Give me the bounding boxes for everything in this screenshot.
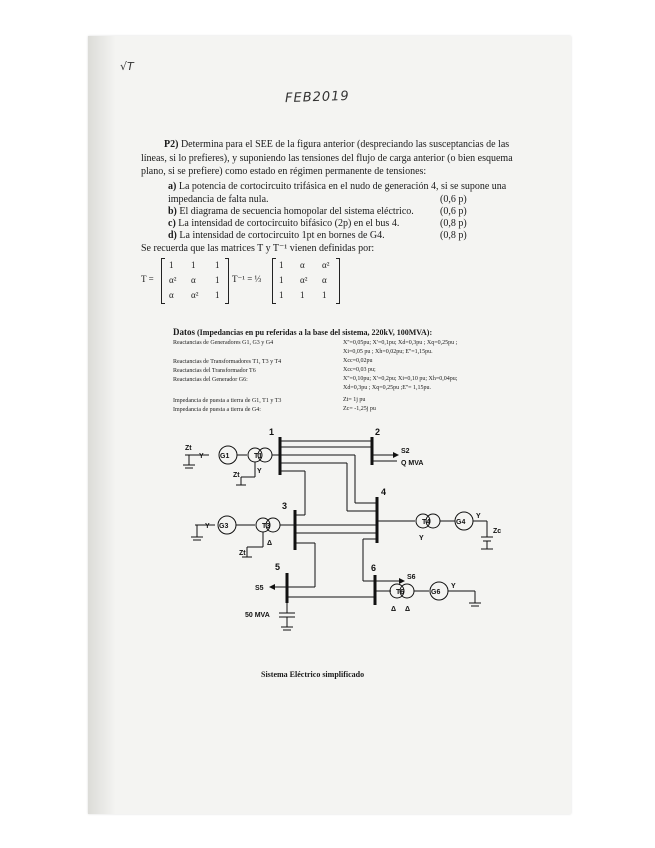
g3-y: Y	[205, 523, 210, 530]
item-a-points: (0,6 p)	[440, 194, 467, 205]
item-d: d) La intensidad de cortocircuito 1pt en bornes de G4.	[168, 230, 385, 241]
t3-delta: Δ	[267, 540, 273, 547]
matrix-T-label: T =	[141, 274, 154, 284]
page-fold-shadow	[88, 36, 116, 814]
datos-value: X''=0,05pu; X'=0,1pu; Xd=0,3pu ; Xq=0,25pu ;	[343, 340, 458, 346]
s6-label: S6	[407, 574, 416, 581]
Tinv-cell: α	[322, 275, 327, 285]
g3-label: G3	[219, 523, 229, 530]
datos-value: Zc= -1,25j pu	[343, 406, 376, 412]
datos-value: X''=0,10pu; X'=0,2pu; Xi=0,10 pu; Xh=0,04pu;	[343, 376, 458, 382]
s2-label: S2	[401, 448, 410, 455]
zt-label-g1: Zt	[185, 445, 192, 452]
problem-heading: P2)	[164, 139, 179, 150]
T-cell: α²	[169, 275, 177, 285]
t3-label: T3	[262, 523, 271, 530]
q-mva-label: Q MVA	[401, 460, 424, 467]
load-arrow-s6	[399, 578, 405, 584]
T-cell: 1	[191, 260, 196, 270]
datos-label: Impedancia de puesta a tierra de G4:	[173, 407, 261, 413]
zc-label: Zc	[493, 528, 502, 535]
item-b-points: (0,6 p)	[440, 206, 467, 217]
Tinv-cell: 1	[279, 260, 284, 270]
t6-label: T6	[396, 589, 405, 596]
Tinv-cell: 1	[322, 290, 327, 300]
bus-2-label: 2	[375, 427, 381, 437]
datos-label: Reactancias de Transformadores T1, T3 y T4	[173, 359, 282, 365]
T-cell: α	[169, 290, 174, 300]
item-a: a) La potencia de cortocircuito trifásica en el nudo de generación 4, si se supone una	[168, 181, 507, 192]
bus-4-label: 4	[381, 487, 387, 497]
page-corner-mark: √T	[120, 60, 134, 73]
g6-y: Y	[451, 583, 456, 590]
t4-y: Y	[419, 535, 424, 542]
matrix-Tinv	[232, 258, 342, 304]
zt-label-t1: Zt	[233, 472, 240, 479]
datos-label: Impedancia de puesta a tierra de G1, T1 y T3	[173, 398, 282, 404]
problem-intro-line-1: Determina para el SEE de la figura anterior (despreciando las susceptancias de las	[180, 139, 510, 150]
bus-5-label: 5	[275, 562, 281, 572]
T-cell: 1	[169, 260, 174, 270]
T-cell: α	[191, 275, 196, 285]
item-b: b) El diagrama de secuencia homopolar del sistema eléctrico.	[168, 206, 414, 217]
item-c-points: (0,8 p)	[440, 218, 467, 229]
Tinv-cell: 1	[300, 290, 305, 300]
matrix-Tinv-label: T⁻¹ = ⅓	[232, 274, 262, 284]
Tinv-cell: α²	[300, 275, 308, 285]
item-a-cont: impedancia de falta nula.	[168, 194, 269, 205]
problem-intro-line-3: plano, si se prefiere) como estado en régimen permanente de tensiones:	[141, 166, 427, 177]
Tinv-cell: 1	[279, 275, 284, 285]
matrices-note: Se recuerda que las matrices T y T⁻¹ vienen definidas por:	[141, 243, 375, 254]
g1-y: Y	[199, 453, 204, 460]
t6-delta-1: Δ	[391, 606, 397, 613]
bus-6-label: 6	[371, 563, 377, 573]
t1-label: T1	[254, 453, 263, 460]
handwritten-date: FEB2019	[284, 88, 350, 107]
datos-label: Reactancias del Generador G6:	[173, 377, 248, 383]
diagram-caption: Sistema Eléctrico simplificado	[261, 670, 365, 679]
t4-label: T4	[422, 519, 431, 526]
mva50-label: 50 MVA	[245, 612, 270, 619]
datos-subtitle: (Impedancias en pu referidas a la base del sistema, 220kV, 100MVA):	[197, 328, 433, 337]
T-cell: 1	[215, 290, 220, 300]
datos-value: Xd=0,3pu ; Xq=0,25pu ;E''= 1,15pu.	[343, 385, 431, 391]
bus-1-label: 1	[269, 427, 275, 437]
datos-value: Xcc=0,03 pu;	[343, 367, 376, 373]
bus-3-label: 3	[282, 501, 288, 511]
single-line-diagram	[175, 425, 505, 640]
T-cell: 1	[215, 260, 220, 270]
datos-title: Datos	[173, 327, 195, 337]
datos-label: Reactancias del Transformador T6	[173, 368, 256, 374]
zt-label-t3: Zt	[239, 550, 246, 557]
Tinv-cell: α²	[322, 260, 330, 270]
datos-value: Xcc=0,02pu	[343, 358, 373, 364]
T-cell: 1	[215, 275, 220, 285]
load-arrow-s5	[269, 584, 275, 590]
load-arrow-s2	[393, 452, 399, 458]
g6-label: G6	[431, 589, 441, 596]
t1-y: Y	[257, 468, 262, 475]
T-cell: α²	[191, 290, 199, 300]
g4-label: G4	[456, 519, 466, 526]
datos-value: Xi=0,05 pu ; Xh=0,02pu; E''=1,15pu.	[343, 349, 433, 355]
Tinv-cell: α	[300, 260, 305, 270]
g4-y: Y	[476, 513, 481, 520]
g1-label: G1	[220, 453, 230, 460]
s5-label: S5	[255, 585, 264, 592]
problem-intro-line-2: líneas, si lo prefieres), y suponiendo las tensiones del flujo de carga anterior (o bien esquema	[141, 153, 513, 164]
item-d-points: (0,8 p)	[440, 230, 467, 241]
datos-label: Reactancias de Generadores G1, G3 y G4	[173, 340, 274, 346]
Tinv-cell: 1	[279, 290, 284, 300]
t6-delta-2: Δ	[405, 606, 411, 613]
item-c: c) La intensidad de cortocircuito bifásico (2p) en el bus 4.	[168, 218, 400, 229]
datos-value: Zt= 1j pu	[343, 397, 366, 403]
